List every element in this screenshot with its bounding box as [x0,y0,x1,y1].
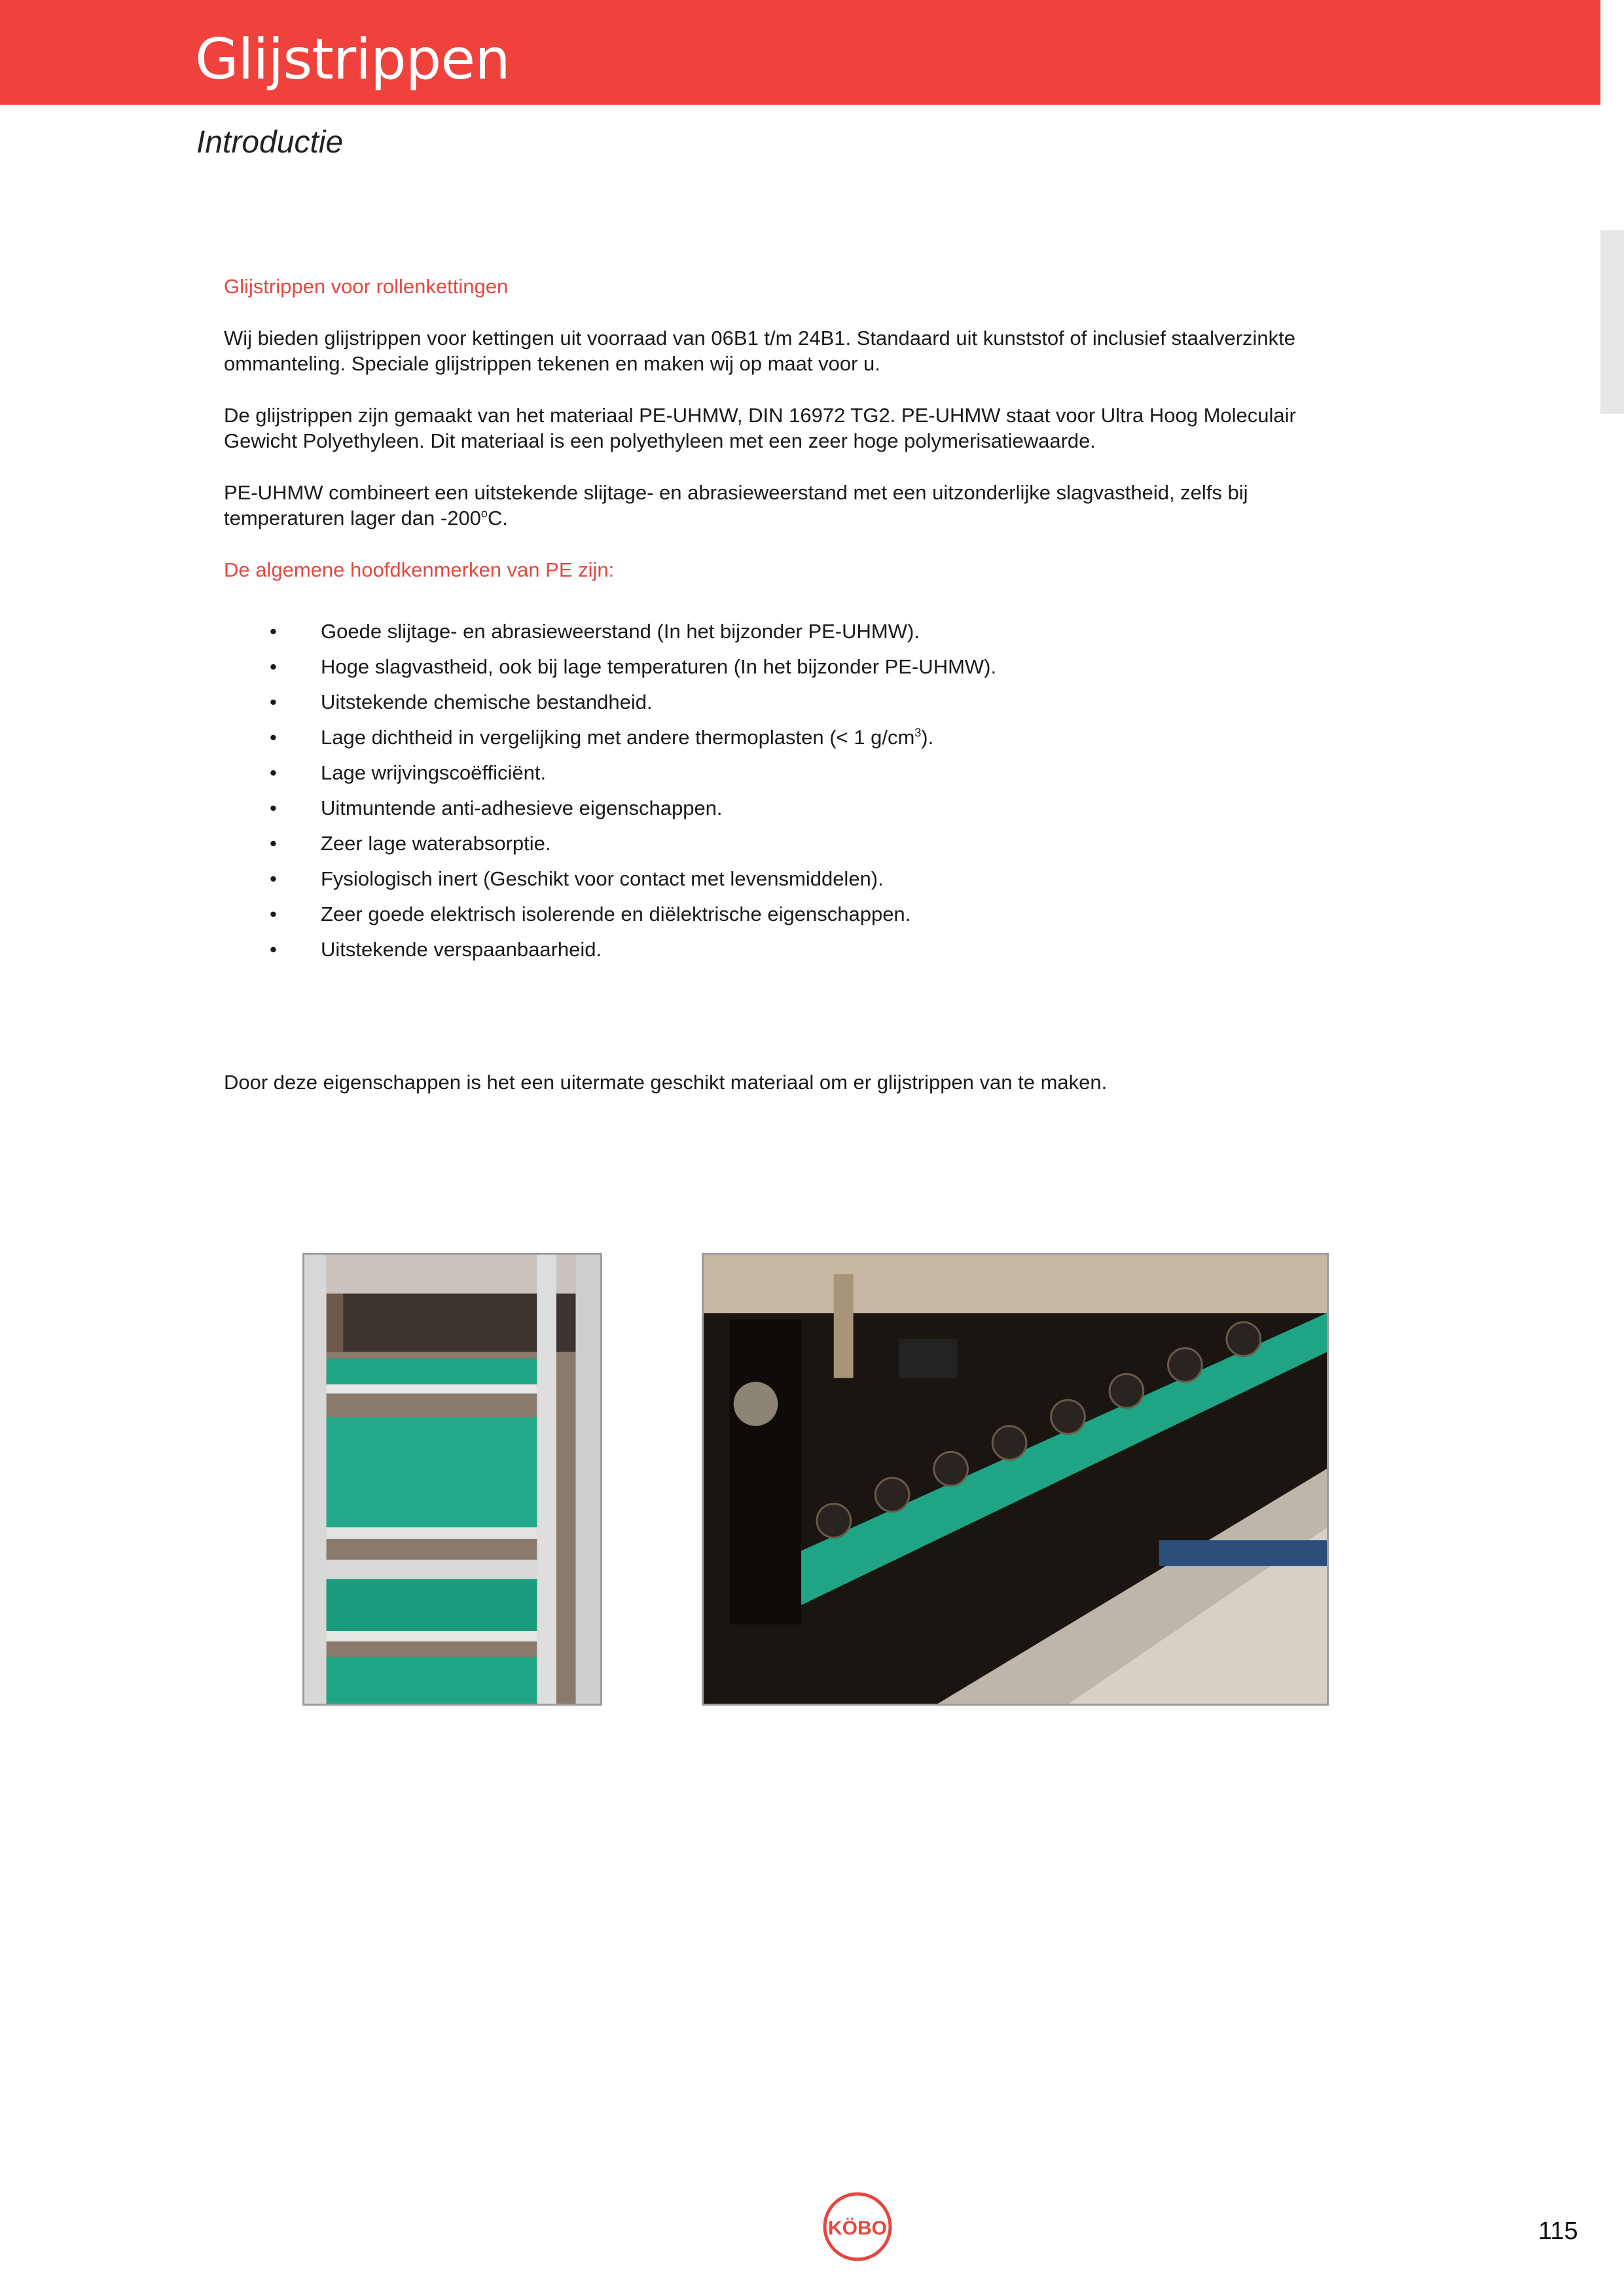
list-item-text: Zeer lage waterabsorptie. [321,832,551,855]
warehouse-shelf-photo [302,1253,602,1706]
bullet: • [270,832,277,855]
paragraph-2 [224,403,1415,454]
list-item-text: Uitstekende verspaanbaarheid. [321,938,602,961]
list-item [224,897,1415,932]
features-heading: De algemene hoofdkenmerken van PE zijn: [224,558,615,581]
paragraph-1 [224,325,1415,376]
paragraph-2-line-1: De glijstrippen zijn gemaakt van het materiaal PE-UHMW, DIN 16972 TG2. PE-UHMW staat voor Ultra Hoog Moleculair [224,404,1296,427]
paragraph-3-line-2: temperaturen lager dan -200 [224,507,481,529]
list-item [224,826,1415,861]
list-item [224,932,1415,967]
list-item-text: Fysiologisch inert (Geschikt voor contact met levensmiddelen). [321,867,884,890]
paragraph-3 [224,480,1415,531]
list-item-text: Zeer goede elektrisch isolerende en diëlektrische eigenschappen. [321,903,911,925]
page-subtitle: Introductie [196,125,344,160]
page-number: 115 [1538,2217,1578,2245]
paragraph-3-unit: C. [487,507,508,529]
degree-sign: o [480,507,488,520]
bullet: • [270,938,277,961]
list-item [224,755,1415,791]
paragraph-3-line-1: PE-UHMW combineert een uitstekende slijtage- en abrasieweerstand met een uitzonderlijke slagvastheid, zelfs bij [224,481,1248,504]
list-item [224,791,1415,826]
bullet: • [270,761,277,784]
list-item-text: Uitmuntende anti-adhesieve eigenschappen. [321,797,723,819]
bullet: • [270,903,277,925]
list-item [224,720,1415,755]
list-item-text: Hoge slagvastheid, ook bij lage temperaturen (In het bijzonder PE-UHMW). [321,655,997,678]
bullet: • [270,620,277,643]
main-content [224,274,1415,967]
bullet: • [270,797,277,819]
chain-glide-strip-photo [702,1253,1329,1706]
paragraph-1-line-1: Wij bieden glijstrippen voor kettingen uit voorraad van 06B1 t/m 24B1. Standaard uit kunststof of inclusief staalverzinkte [224,327,1296,350]
paragraph-2-line-2: Gewicht Polyethyleen. Dit materiaal is een polyethyleen met een zeer hoge polymerisatiewaarde. [224,429,1096,452]
side-tab [1600,230,1624,414]
paragraph-1-line-2: ommanteling. Speciale glijstrippen tekenen en maken wij op maat voor u. [224,352,880,375]
list-item-text: Lage wrijvingscoëfficiënt. [321,761,547,784]
list-item-text: Goede slijtage- en abrasieweerstand (In het bijzonder PE-UHMW). [321,620,920,643]
kobo-logo [822,2191,893,2262]
bullet: • [270,655,277,678]
closing-paragraph: Door deze eigenschappen is het een uitermate geschikt materiaal om er glijstrippen van te maken. [224,1071,1108,1094]
bullet: • [270,726,277,749]
bullet: • [270,691,277,713]
list-item [224,861,1415,897]
list-item-text: Uitstekende chemische bestandheid. [321,691,653,713]
superscript: 3 [914,726,922,740]
page-title: Glijstrippen [195,27,510,92]
list-item-text: Lage dichtheid in vergelijking met andere thermoplasten (< 1 g/cm [321,726,915,749]
bullet: • [270,867,277,890]
section-heading: Glijstrippen voor rollenkettingen [224,275,509,298]
features-list [224,614,1415,967]
list-item [224,614,1415,649]
list-item [224,685,1415,720]
list-item-text-end: ). [921,726,934,749]
logo-text: KÖBO [828,2217,887,2239]
list-item [224,649,1415,685]
